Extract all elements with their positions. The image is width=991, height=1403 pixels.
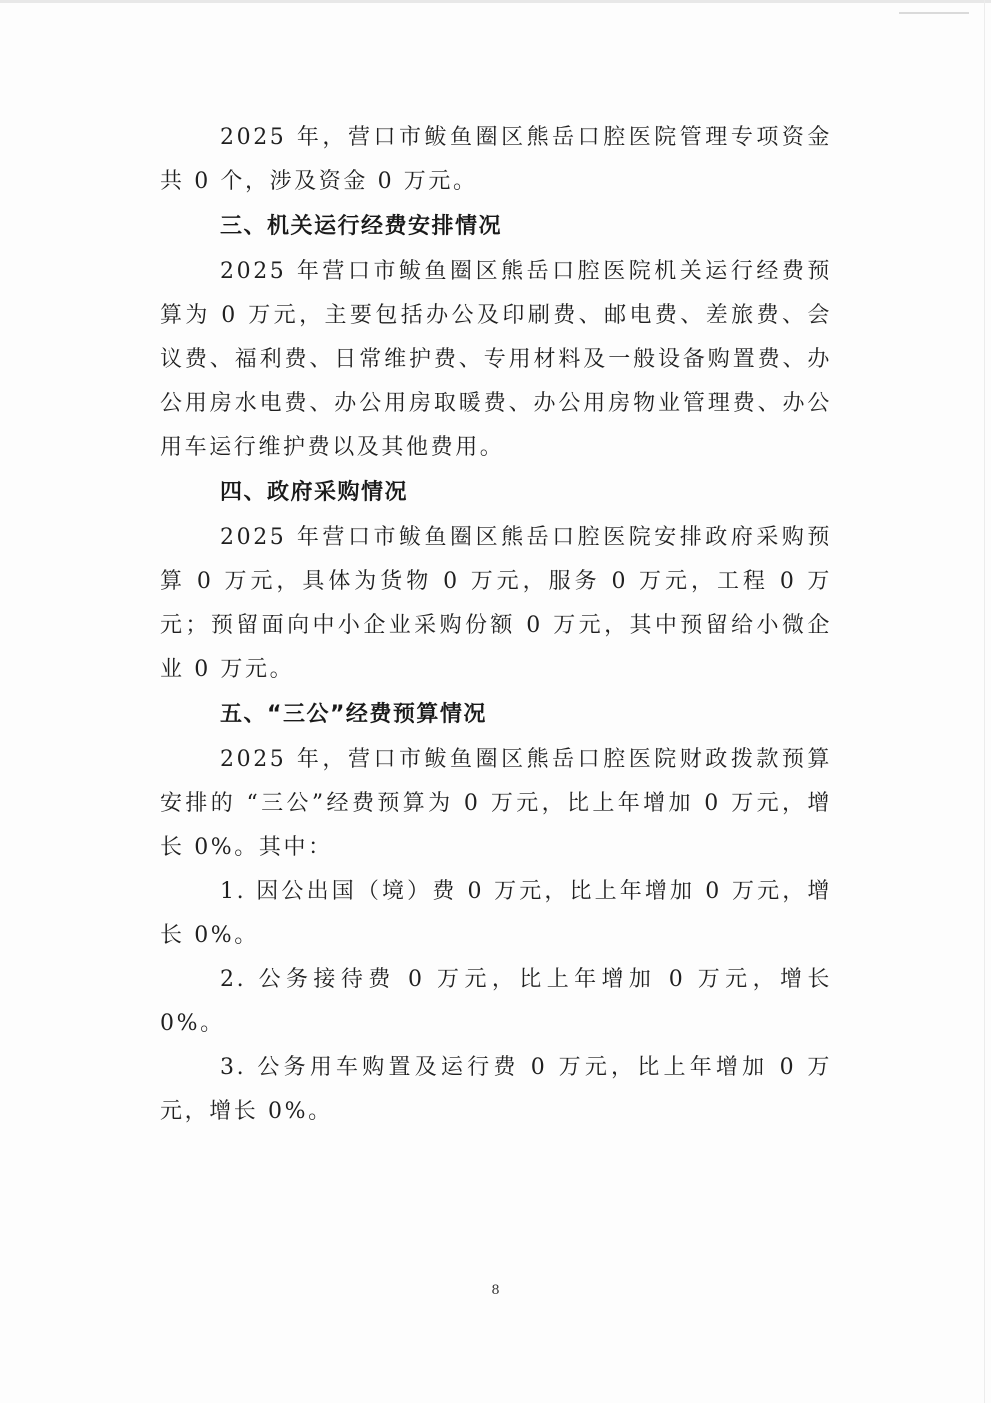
paragraph-government-procurement: 2025 年营口市鲅鱼圈区熊岳口腔医院安排政府采购预算 0 万元，具体为货物 0 万元，服务 0 万元，工程 0 万元；预留面向中小企业采购份额 0 万元，其中预留给小微企业 0 万元。: [160, 525, 832, 682]
page-number: 8: [491, 1283, 500, 1298]
paragraph-three-public-expenses: 2025 年，营口市鲅鱼圈区熊岳口腔医院财政拨款预算安排的 “三公”经费预算为 0 万元，比上年增加 0 万元，增长 0%。其中：: [160, 747, 832, 860]
paragraph-operating-expenses: 2025 年营口市鲅鱼圈区熊岳口腔医院机关运行经费预算为 0 万元，主要包括办公及印刷费、邮电费、差旅费、会议费、福利费、日常维护费、专用材料及一般设备购置费、办公用房水电费、办公用房取暖费、办公用房物业管理费、办公用车运行维护费以及其他费用。: [160, 259, 832, 460]
document-body: [160, 116, 832, 1134]
paragraph-special-funds: 2025 年，营口市鲅鱼圈区熊岳口腔医院管理专项资金共 0 个，涉及资金 0 万元。: [160, 125, 832, 194]
scan-edge-top: [0, 0, 991, 3]
heading-operating-expenses: 三、机关运行经费安排情况: [220, 214, 503, 239]
list-item-overseas-travel: 1. 因公出国（境）费 0 万元，比上年增加 0 万元，增长 0%。: [160, 879, 832, 948]
list-item-official-vehicles: 3. 公务用车购置及运行费 0 万元，比上年增加 0 万元，增长 0%。: [160, 1055, 832, 1124]
heading-government-procurement: 四、政府采购情况: [220, 480, 409, 505]
scan-corner-mark: [899, 12, 969, 14]
list-item-official-reception: 2. 公务接待费 0 万元，比上年增加 0 万元，增长 0%。: [160, 967, 832, 1036]
scan-edge-right: [984, 0, 985, 1403]
heading-three-public-expenses: 五、“三公”经费预算情况: [220, 702, 487, 727]
